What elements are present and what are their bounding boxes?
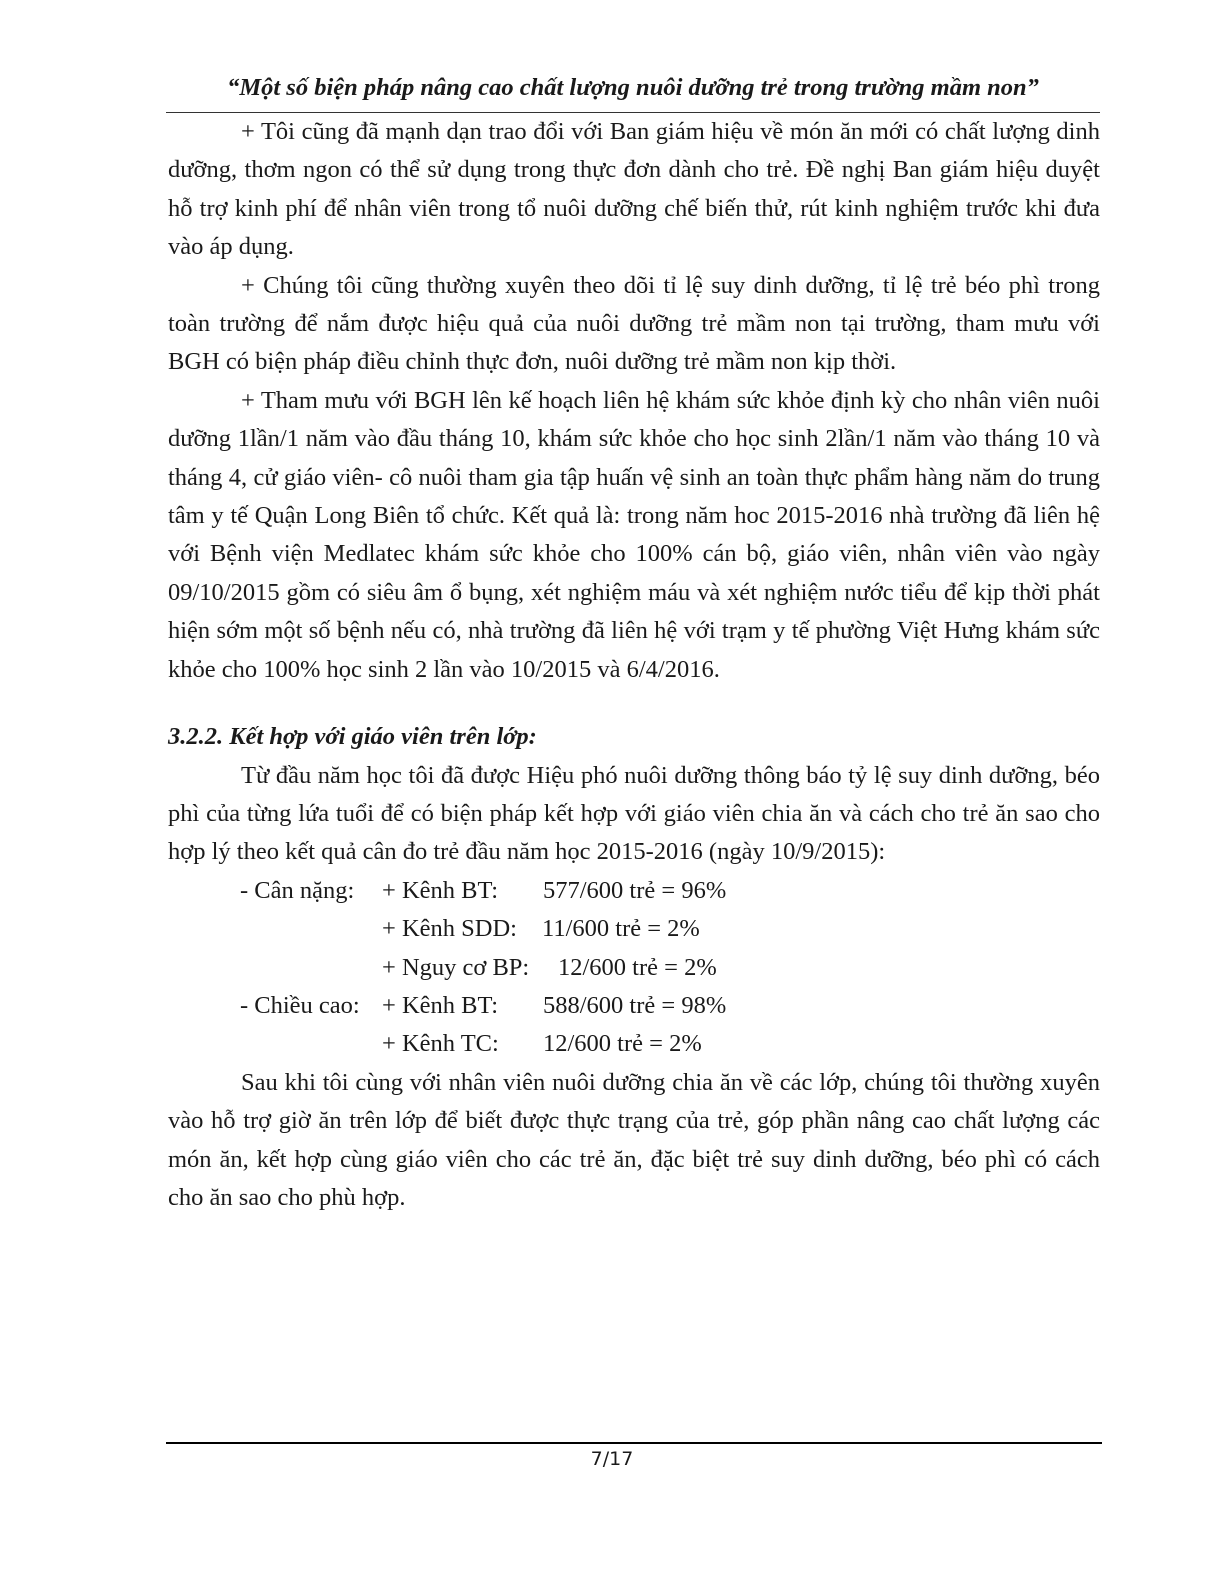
stats-value: 588/600 trẻ = 98% <box>543 991 727 1019</box>
stats-channel-label: + Kênh BT: <box>382 991 499 1019</box>
stats-channel-label: + Nguy cơ BP: <box>382 953 530 981</box>
paragraph-health-checkups: + Tham mưu với BGH lên kế hoạch liên hệ khám sức khỏe định kỳ cho nhân viên nuôi dưỡng 1lần/1 năm vào đầu tháng 10, khám sức khỏe cho học sinh 2lần/1 năm vào tháng 10 và tháng 4, cử giáo viên- cô nuôi tham gia tập huấn vệ sinh an toàn thực phẩm hàng năm do trung tâm y tế Quận Long Biên tổ chức. Kết quả là: trong năm hoc 2015-2016 nhà trường đã liên hệ với Bệnh viện Medlatec khám sức khỏe cho 100% cán bộ, giáo viên, nhân viên vào ngày 09/10/2015 gồm có siêu âm ổ bụng, xét nghiệm máu và xét nghiệm nước tiểu để kịp thời phát hiện sớm một số bệnh nếu có, nhà trường đã liên hệ với trạm y tế phường Việt Hưng khám sức khỏe cho 100% học sinh 2 lần vào 10/2015 và 6/4/2016. <box>168 386 1100 683</box>
stats-group-label: - Chiều cao: <box>240 991 360 1019</box>
nutrition-stats-list <box>168 872 1100 1064</box>
document-body <box>168 113 1100 1217</box>
stats-value: 12/600 trẻ = 2% <box>558 953 717 981</box>
stats-value: 11/600 trẻ = 2% <box>542 915 700 943</box>
section-heading: 3.2.2. Kết hợp với giáo viên trên lớp: <box>168 723 537 751</box>
paragraph-menu-proposal: + Tôi cũng đã mạnh dạn trao đổi với Ban giám hiệu về món ăn mới có chất lượng dinh dưỡng, thơm ngon có thể sử dụng trong thực đơn dành cho trẻ. Đề nghị Ban giám hiệu duyệt hỗ trợ kinh phí để nhân viên trong tổ nuôi dưỡng chế biến thử, rút kinh nghiệm trước khi đưa vào áp dụng. <box>168 118 1100 261</box>
stats-channel-label: + Kênh SDD: <box>382 915 517 943</box>
stats-value: 577/600 trẻ = 96% <box>543 876 727 904</box>
page-header-title: “Một số biện pháp nâng cao chất lượng nuôi dưỡng trẻ trong trường mầm non” <box>227 74 1039 101</box>
stats-channel-label: + Kênh TC: <box>382 1030 499 1058</box>
page-number: 7/17 <box>590 1448 634 1470</box>
paragraph-mealtime-support: Sau khi tôi cùng với nhân viên nuôi dưỡng chia ăn về các lớp, chúng tôi thường xuyên vào hỗ trợ giờ ăn trên lớp để biết được thực trạng của trẻ, góp phần nâng cao chất lượng các món ăn, kết hợp cùng giáo viên cho các trẻ ăn, đặc biệt trẻ suy dinh dưỡng, béo phì có cách cho ăn sao cho phù hợp. <box>168 1068 1100 1211</box>
paragraph-teacher-coordination: Từ đầu năm học tôi đã được Hiệu phó nuôi dưỡng thông báo tỷ lệ suy dinh dưỡng, béo phì của từng lứa tuổi để có biện pháp kết hợp với giáo viên chia ăn và cách cho trẻ ăn sao cho hợp lý theo kết quả cân đo trẻ đầu năm học 2015-2016 (ngày 10/9/2015): <box>168 761 1100 866</box>
stats-group-label: - Cân nặng: <box>240 876 355 904</box>
footer-divider <box>166 1442 1102 1444</box>
section-spacer <box>168 689 1100 718</box>
stats-channel-label: + Kênh BT: <box>382 876 499 904</box>
paragraph-malnutrition-monitoring: + Chúng tôi cũng thường xuyên theo dõi tỉ lệ suy dinh dưỡng, tỉ lệ trẻ béo phì trong toàn trường để nắm được hiệu quả của nuôi dưỡng trẻ mầm non tại trường, tham mưu với BGH có biện pháp điều chỉnh thực đơn, nuôi dưỡng trẻ mầm non kịp thời. <box>168 271 1100 376</box>
stats-value: 12/600 trẻ = 2% <box>543 1030 702 1058</box>
